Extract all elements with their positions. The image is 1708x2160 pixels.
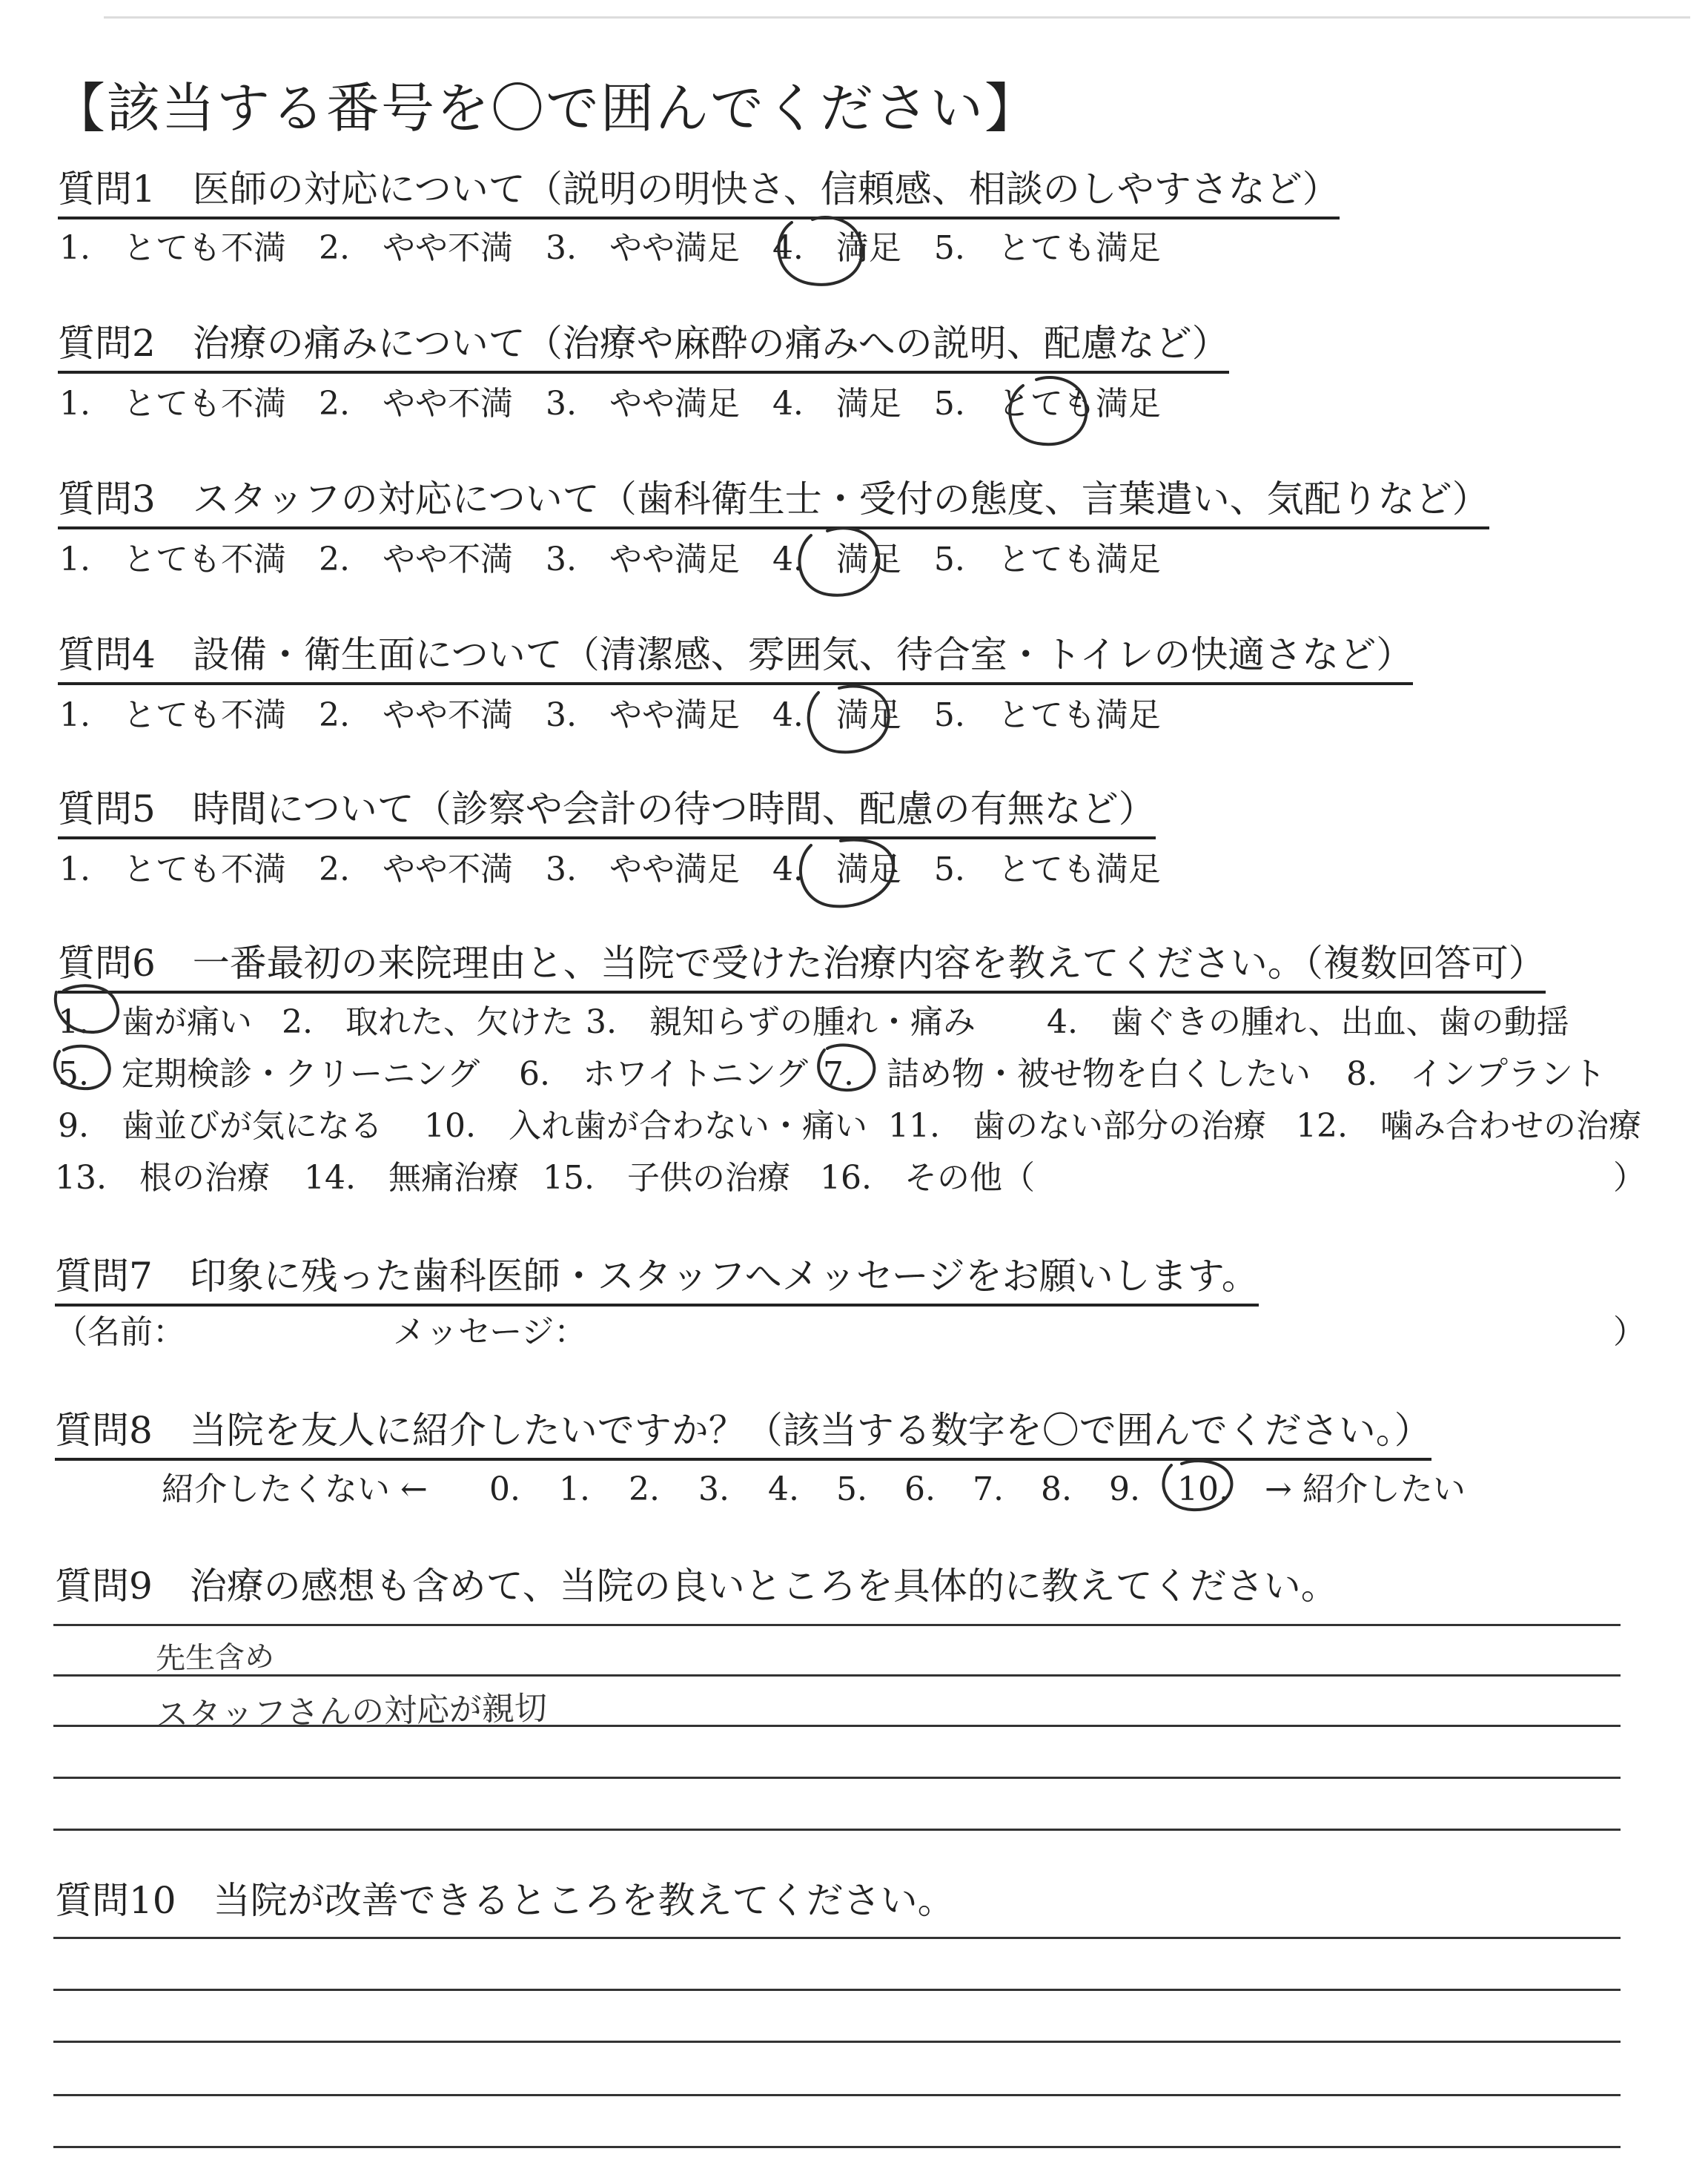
q1-options[interactable]: 1. とても不満 2. やや不満 3. やや満足 4. 満足 5. とても満足 — [59, 229, 1161, 267]
q6-option-12[interactable]: 12. 噛み合わせの治療 — [1296, 1107, 1641, 1145]
q8-left-label: 紹介したくない ← — [162, 1470, 428, 1508]
q8-right-label: → 紹介したい — [1265, 1470, 1466, 1508]
q6-option-16[interactable]: 16. その他（ — [820, 1159, 1035, 1197]
q6-option-5[interactable]: 5. 定期検診・クリーニング — [58, 1055, 480, 1093]
q10-writing-line-3[interactable] — [53, 2041, 1621, 2043]
q6-option-7[interactable]: 7. 詰め物・被せ物を白くしたい — [823, 1055, 1311, 1093]
q10-writing-line-1[interactable] — [53, 1937, 1621, 1939]
q6-option-4[interactable]: 4. 歯ぐきの腫れ、出血、歯の動揺 — [1047, 1003, 1569, 1041]
q6-option-10[interactable]: 10. 入れ歯が合わない・痛い — [424, 1107, 867, 1145]
q8-scale-7[interactable]: 7. — [973, 1470, 1004, 1508]
top-border — [104, 16, 1690, 19]
q6-close-paren: ） — [1613, 1159, 1646, 1197]
q6-option-14[interactable]: 14. 無痛治療 — [304, 1159, 519, 1197]
q9-handwritten-line-1: 先生含め — [155, 1639, 275, 1677]
q8-scale-10[interactable]: 10. — [1177, 1470, 1229, 1508]
q8-scale-1[interactable]: 1. — [559, 1470, 590, 1508]
q9-title: 質問9 治療の感想も含めて、当院の良いところを具体的に教えてください。 — [55, 1565, 1338, 1608]
q9-writing-line-1[interactable] — [53, 1624, 1621, 1626]
q3-options[interactable]: 1. とても不満 2. やや不満 3. やや満足 4. 満足 5. とても満足 — [59, 541, 1161, 578]
q7-close-paren: ） — [1613, 1313, 1646, 1351]
q6-option-15[interactable]: 15. 子供の治療 — [543, 1159, 790, 1197]
q10-title: 質問10 当院が改善できるところを教えてください。 — [55, 1879, 955, 1922]
q9-writing-line-4[interactable] — [53, 1777, 1621, 1779]
q6-option-6[interactable]: 6. ホワイトニング — [519, 1055, 809, 1093]
q9-writing-line-5[interactable] — [53, 1829, 1621, 1831]
q7-name-label: （名前： — [55, 1313, 185, 1351]
q10-writing-line-5[interactable] — [53, 2146, 1621, 2148]
q3-title: 質問3 スタッフの対応について（歯科衛生士・受付の態度、言葉遣い、気配りなど） — [58, 476, 1489, 529]
q8-scale-4[interactable]: 4. — [768, 1470, 799, 1508]
q8-scale-2[interactable]: 2. — [629, 1470, 660, 1508]
q4-title: 質問4 設備・衛生面について（清潔感、雰囲気、待合室・トイレの快適さなど） — [58, 632, 1413, 685]
q6-option-1[interactable]: 1. 歯が痛い — [58, 1003, 252, 1041]
q6-option-9[interactable]: 9. 歯並びが気になる — [58, 1107, 383, 1145]
page-header: 【該当する番号を〇で囲んでください】 — [52, 77, 1040, 139]
q8-scale-6[interactable]: 6. — [904, 1470, 936, 1508]
q2-title: 質問2 治療の痛みについて（治療や麻酔の痛みへの説明、配慮など） — [58, 320, 1229, 374]
q8-scale-3[interactable]: 3. — [698, 1470, 729, 1508]
q6-option-13[interactable]: 13. 根の治療 — [55, 1159, 270, 1197]
q8-scale-0[interactable]: 0. — [489, 1470, 520, 1508]
q8-scale-8[interactable]: 8. — [1041, 1470, 1072, 1508]
q8-scale-5[interactable]: 5. — [836, 1470, 867, 1508]
q10-writing-line-2[interactable] — [53, 1989, 1621, 1991]
q4-options[interactable]: 1. とても不満 2. やや不満 3. やや満足 4. 満足 5. とても満足 — [59, 696, 1161, 734]
q9-writing-line-2[interactable] — [53, 1674, 1621, 1677]
q9-handwritten-line-2: スタッフさんの対応が親切 — [155, 1689, 548, 1734]
q10-writing-line-4[interactable] — [53, 2094, 1621, 2096]
q2-options[interactable]: 1. とても不満 2. やや不満 3. やや満足 4. 満足 5. とても満足 — [59, 385, 1161, 423]
q8-scale-9[interactable]: 9. — [1109, 1470, 1140, 1508]
q7-message-label: メッセージ： — [393, 1313, 587, 1351]
q6-option-8[interactable]: 8. インプラント — [1346, 1055, 1606, 1093]
q5-options[interactable]: 1. とても不満 2. やや不満 3. やや満足 4. 満足 5. とても満足 — [59, 851, 1161, 888]
q6-title: 質問6 一番最初の来院理由と、当院で受けた治療内容を教えてください。（複数回答可） — [58, 940, 1546, 994]
q6-option-2[interactable]: 2. 取れた、欠けた — [282, 1003, 574, 1041]
q6-option-3[interactable]: 3. 親知らずの腫れ・痛み — [586, 1003, 976, 1041]
q8-title: 質問8 当院を友人に紹介したいですか？（該当する数字を〇で囲んでください。） — [55, 1407, 1431, 1461]
q9-writing-line-3[interactable] — [53, 1725, 1621, 1727]
q6-option-11[interactable]: 11. 歯のない部分の治療 — [888, 1107, 1266, 1145]
q7-title: 質問7 印象に残った歯科医師・スタッフへメッセージをお願いします。 — [55, 1253, 1259, 1307]
q5-title: 質問5 時間について（診察や会計の待つ時間、配慮の有無など） — [58, 786, 1156, 839]
q1-title: 質問1 医師の対応について（説明の明快さ、信頼感、相談のしやすさなど） — [58, 166, 1340, 219]
